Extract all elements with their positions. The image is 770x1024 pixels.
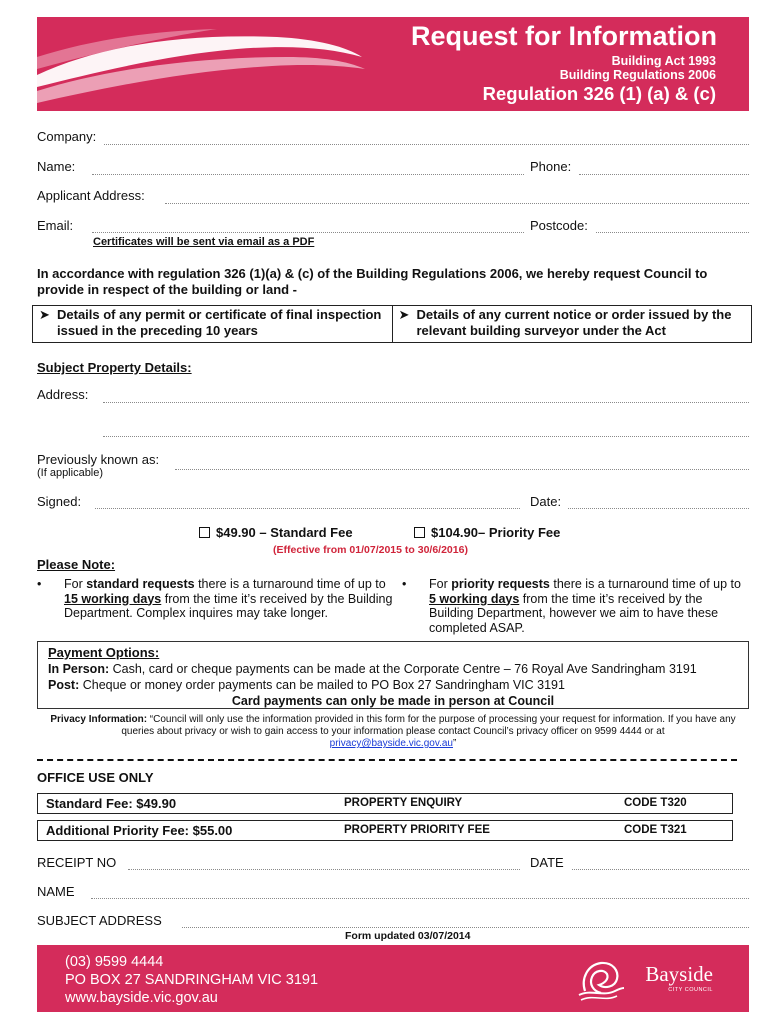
name-label: Name:: [37, 159, 76, 174]
bayside-logo-icon: [577, 957, 625, 1003]
priority-fee-label: $104.90– Priority Fee: [431, 525, 561, 540]
permit-details-option[interactable]: [33, 306, 392, 342]
priority-fee-checkbox[interactable]: [414, 527, 425, 538]
applicant-address-label: Applicant Address:: [37, 188, 145, 203]
priority-fee-option[interactable]: [414, 525, 560, 540]
footer-phone: (03) 9599 4444: [65, 954, 164, 970]
card-payment-note: Card payments can only be made in person at Council: [231, 694, 555, 708]
footer-banner: [37, 945, 749, 1012]
standard-fee-code: CODE T320: [624, 797, 687, 809]
post-payment: Post: Cheque or money order payments can be mailed to PO Box 27 Sandringham VIC 3191: [48, 678, 565, 692]
standard-fee-amount: Standard Fee: $49.90: [46, 796, 177, 811]
email-label: Email:: [37, 218, 74, 233]
in-person-payment: In Person: Cash, card or cheque payments can be made at the Corporate Centre – 76 Royal Ave Sandringham 3191: [48, 662, 697, 676]
standard-fee-checkbox[interactable]: [199, 527, 210, 538]
notice-details-option[interactable]: [392, 306, 752, 342]
postcode-label: Postcode:: [530, 218, 588, 233]
privacy-information: Privacy Information: “Council will only use the information provided in this form for the purpose of processing your request for information. If you have any queries about privacy or wish to gain access to your information please contact Council’s privacy officer on 9599 4444 or at privacy@bayside.vic.gov.au”: [50, 714, 736, 749]
property-address-label: Address:: [37, 387, 89, 402]
standard-fee-row: [37, 793, 733, 814]
priority-fee-row: [37, 820, 733, 841]
standard-request-note: • For standard requests there is a turnaround time of up to 15 working days from the time it’s received by the Building Department. Complex inquires may take longer.: [37, 577, 393, 620]
bullet-icon: •: [37, 577, 42, 591]
company-field[interactable]: [104, 144, 749, 145]
standard-fee-label: $49.90 – Standard Fee: [216, 525, 353, 540]
receipt-no-label: RECEIPT NO: [37, 855, 117, 870]
standard-fee-type: PROPERTY ENQUIRY: [344, 797, 463, 809]
if-applicable-note: (If applicable): [37, 467, 104, 479]
bullet-icon: •: [402, 577, 407, 591]
please-note-heading: Please Note:: [37, 557, 116, 572]
payment-options-heading: Payment Options:: [48, 645, 160, 660]
priority-fee-type: PROPERTY PRIORITY FEE: [344, 824, 490, 836]
fee-effective-dates: (Effective from 01/07/2015 to 30/6/2016): [273, 544, 468, 556]
company-label: Company:: [37, 129, 97, 144]
request-details-box: [32, 305, 752, 343]
payment-options-box: [37, 641, 749, 709]
subject-address-field[interactable]: [182, 927, 749, 928]
office-date-field[interactable]: [572, 869, 749, 870]
date-label: Date:: [530, 494, 562, 509]
city-council-logo-subtext: CITY COUNCIL: [668, 987, 713, 993]
office-date-label: DATE: [530, 855, 564, 870]
receipt-no-field[interactable]: [128, 869, 520, 870]
priority-fee-code: CODE T321: [624, 824, 687, 836]
building-act-label: Building Act 1993: [611, 54, 716, 68]
privacy-email-link[interactable]: privacy@bayside.vic.gov.au: [329, 738, 453, 749]
footer-po-box: PO BOX 27 SANDRINGHAM VIC 3191: [65, 972, 319, 988]
signature-field[interactable]: [95, 508, 520, 509]
signed-label: Signed:: [37, 494, 82, 509]
cut-line-separator: [37, 759, 737, 761]
building-regulations-label: Building Regulations 2006: [559, 68, 716, 82]
date-field[interactable]: [568, 508, 749, 509]
property-address-field-line-2[interactable]: [103, 436, 749, 437]
postcode-field[interactable]: [596, 232, 749, 233]
wave-decoration: [37, 17, 367, 111]
certificates-note: Certificates will be sent via email as a PDF: [93, 236, 315, 248]
priority-request-note: • For priority requests there is a turnaround time of up to 5 working days from the time it’s received by the Building Department, however we aim to have these completed ASAP.: [402, 577, 741, 635]
form-updated-note: Form updated 03/07/2014: [345, 930, 471, 942]
page-title: Request for Information: [410, 21, 717, 51]
email-field[interactable]: [92, 232, 524, 233]
footer-website[interactable]: www.bayside.vic.gov.au: [65, 990, 218, 1006]
subject-property-heading: Subject Property Details:: [37, 360, 192, 375]
header-banner: [37, 17, 749, 111]
office-name-label: NAME: [37, 884, 75, 899]
name-field[interactable]: [92, 174, 524, 175]
phone-label: Phone:: [530, 159, 572, 174]
regulation-reference: Regulation 326 (1) (a) & (c): [482, 83, 716, 104]
subject-address-label: SUBJECT ADDRESS: [37, 913, 162, 928]
phone-field[interactable]: [579, 174, 749, 175]
priority-fee-amount: Additional Priority Fee: $55.00: [46, 823, 233, 838]
permit-details-text: Details of any permit or certificate of final inspection issued in the preceding 10 years: [57, 307, 382, 338]
property-address-field[interactable]: [103, 402, 749, 403]
standard-fee-option[interactable]: [199, 525, 353, 540]
notice-details-text: Details of any current notice or order issued by the relevant building surveyor under the Act: [416, 307, 732, 338]
bayside-logo-text: Bayside: [645, 962, 713, 986]
applicant-address-field[interactable]: [165, 203, 749, 204]
arrow-bullet-icon: ➤: [39, 307, 50, 322]
office-use-heading: OFFICE USE ONLY: [37, 770, 154, 785]
request-statement: In accordance with regulation 326 (1)(a) & (c) of the Building Regulations 2006, we hereby request Council to provide in respect of the building or land -: [37, 266, 708, 297]
previously-known-field[interactable]: [175, 469, 749, 470]
previously-known-label: Previously known as:: [37, 452, 160, 467]
arrow-bullet-icon: ➤: [398, 307, 410, 322]
office-name-field[interactable]: [91, 898, 749, 899]
